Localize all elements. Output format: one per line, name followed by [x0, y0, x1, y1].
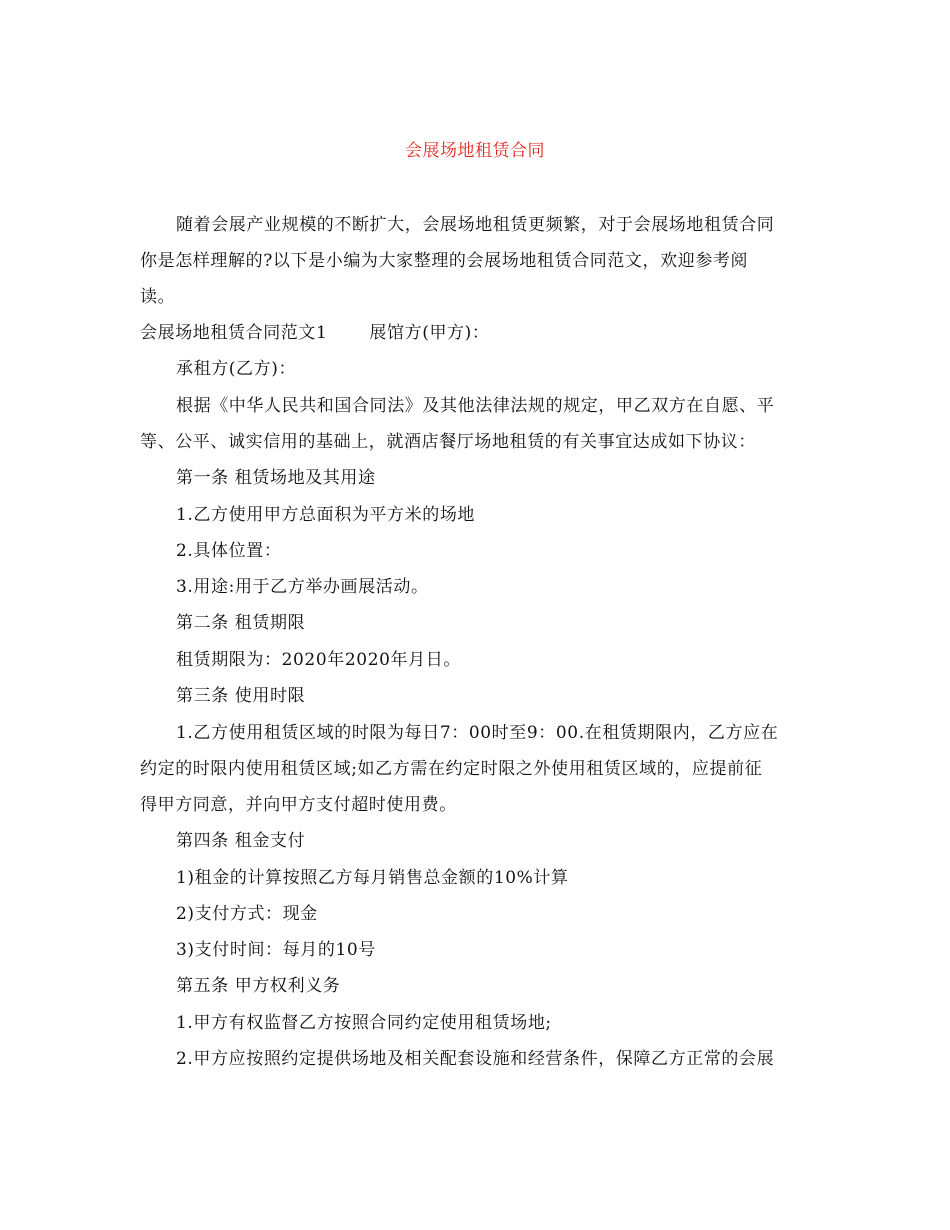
- article-1-item-3: 3.用途:用于乙方举办画展活动。: [176, 577, 429, 597]
- intro-line-3: 读。: [140, 287, 176, 307]
- intro-line-2: 你是怎样理解的?以下是小编为大家整理的会展场地租赁合同范文，欢迎参考阅: [140, 251, 749, 271]
- party-a-label: 展馆方(甲方)：: [369, 323, 490, 343]
- article-4-item-1: 1)租金的计算按照乙方每月销售总金额的10%计算: [176, 868, 569, 888]
- article-3-line-3: 得甲方同意，并向甲方支付超时使用费。: [140, 795, 457, 815]
- article-3-line-2: 约定的时限内使用租赁区域;如乙方需在约定时限之外使用租赁区域的，应提前征: [140, 759, 763, 779]
- sample-heading-row: [140, 318, 490, 343]
- article-5-item-2: 2.甲方应按照约定提供场地及相关配套设施和经营条件，保障乙方正常的会展: [176, 1049, 775, 1069]
- intro-line-1: 随着会展产业规模的不断扩大，会展场地租赁更频繁，对于会展场地租赁合同: [176, 215, 775, 235]
- article-3-line-1: 1.乙方使用租赁区域的时限为每日7：00时至9：00.在租赁期限内，乙方应在: [176, 723, 779, 743]
- party-b-label: 承租方(乙方)：: [176, 359, 297, 379]
- article-2-heading: 第二条 租赁期限: [176, 613, 306, 633]
- preamble-line-2: 等、公平、诚实信用的基础上，就酒店餐厅场地租赁的有关事宜达成如下协议：: [140, 432, 756, 452]
- article-5-item-1: 1.甲方有权监督乙方按照合同约定使用租赁场地;: [176, 1013, 552, 1033]
- document-title: 会展场地租赁合同: [405, 141, 545, 161]
- article-2-text: 租赁期限为：2020年2020年月日。: [176, 650, 461, 670]
- article-5-heading: 第五条 甲方权利义务: [176, 976, 341, 996]
- article-1-item-1: 1.乙方使用甲方总面积为平方米的场地: [176, 505, 476, 525]
- article-3-heading: 第三条 使用时限: [176, 686, 306, 706]
- article-4-item-3: 3)支付时间：每月的10号: [176, 940, 376, 960]
- article-4-item-2: 2)支付方式：现金: [176, 904, 318, 924]
- article-1-item-2: 2.具体位置：: [176, 541, 282, 561]
- article-4-heading: 第四条 租金支付: [176, 831, 306, 851]
- article-1-heading: 第一条 租赁场地及其用途: [176, 468, 376, 488]
- preamble-line-1: 根据《中华人民共和国合同法》及其他法律法规的规定，甲乙双方在自愿、平: [176, 396, 775, 416]
- sample-heading: 会展场地租赁合同范文1: [140, 323, 328, 343]
